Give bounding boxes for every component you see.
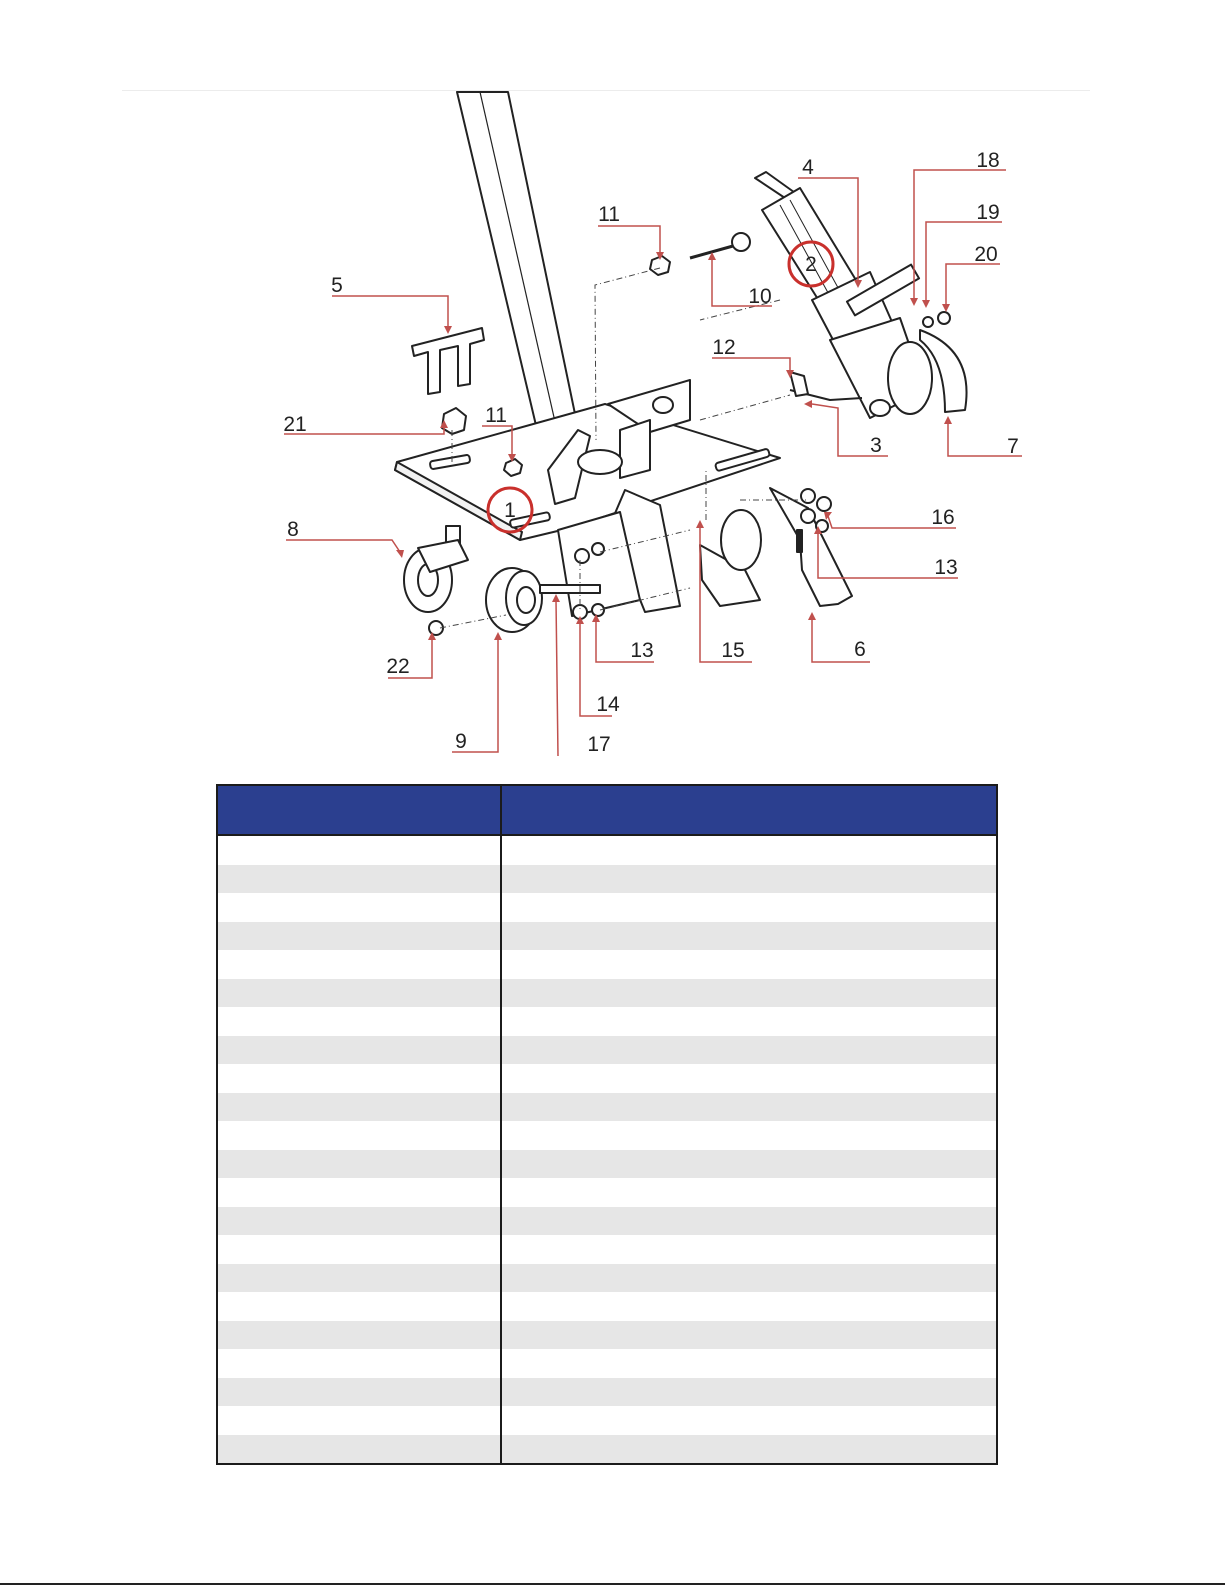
table-cell-part-number [217, 1406, 501, 1435]
circle-label-2: 2 [805, 253, 817, 276]
table-row [217, 1321, 997, 1350]
table-row [217, 1378, 997, 1407]
table-cell-description [501, 1349, 997, 1378]
table-cell-description [501, 1207, 997, 1236]
callout-17: 17 [587, 733, 611, 756]
callout-11-top: 11 [598, 203, 620, 226]
callout-8: 8 [287, 518, 299, 541]
table-cell-description [501, 1178, 997, 1207]
machine-drawing [395, 92, 967, 635]
table-cell-part-number [217, 950, 501, 979]
table-row [217, 979, 997, 1008]
table-cell-description [501, 893, 997, 922]
clip-5 [412, 328, 484, 394]
guide-rail [770, 488, 852, 606]
callout-5: 5 [331, 274, 343, 297]
table-row [217, 865, 997, 894]
callout-20: 20 [974, 243, 998, 266]
table-row [217, 1264, 997, 1293]
table-cell-description [501, 950, 997, 979]
table-cell-description [501, 835, 997, 865]
table-cell-description [501, 1064, 997, 1093]
exploded-parts-diagram [0, 0, 1225, 770]
callout-22: 22 [386, 655, 410, 678]
table-cell-part-number [217, 979, 501, 1008]
table-cell-part-number [217, 1235, 501, 1264]
table-cell-description [501, 1406, 997, 1435]
parts-table [216, 784, 998, 1465]
callout-13-front: 13 [630, 639, 654, 662]
callout-7: 7 [1007, 435, 1019, 458]
table-cell-part-number [217, 1036, 501, 1065]
column-header-description [501, 785, 997, 835]
knob-21 [442, 408, 466, 434]
table-cell-part-number [217, 1007, 501, 1036]
table-row [217, 1064, 997, 1093]
table-cell-description [501, 1292, 997, 1321]
callout-12: 12 [712, 336, 736, 359]
callout-15: 15 [721, 639, 745, 662]
table-cell-part-number [217, 835, 501, 865]
table-cell-part-number [217, 1264, 501, 1293]
table-row [217, 1207, 997, 1236]
table-cell-description [501, 1150, 997, 1179]
callout-13-right: 13 [934, 556, 958, 579]
table-cell-part-number [217, 1150, 501, 1179]
table-cell-part-number [217, 1349, 501, 1378]
table-row [217, 1036, 997, 1065]
callout-16: 16 [931, 506, 955, 529]
column-header-part-number [217, 785, 501, 835]
table-row [217, 1349, 997, 1378]
caster-wheel [404, 526, 468, 612]
table-row [217, 1178, 997, 1207]
table-cell-description [501, 1378, 997, 1407]
table-row [217, 1435, 997, 1465]
table-cell-description [501, 1235, 997, 1264]
table-cell-part-number [217, 1207, 501, 1236]
callout-19: 19 [976, 201, 1000, 224]
callout-10: 10 [748, 285, 772, 308]
table-cell-part-number [217, 1093, 501, 1122]
table-header-row [217, 785, 997, 835]
table-row [217, 1406, 997, 1435]
table-cell-part-number [217, 922, 501, 951]
table-cell-part-number [217, 1435, 501, 1465]
callout-18: 18 [976, 149, 1000, 172]
table-row [217, 1235, 997, 1264]
angle-grinder [755, 172, 967, 418]
callout-11-base: 11 [485, 404, 507, 427]
callout-4: 4 [802, 156, 814, 179]
table-cell-description [501, 1093, 997, 1122]
table-row [217, 1150, 997, 1179]
table-cell-part-number [217, 893, 501, 922]
table-cell-description [501, 865, 997, 894]
callout-9: 9 [455, 730, 467, 753]
table-cell-part-number [217, 865, 501, 894]
table-cell-description [501, 1007, 997, 1036]
table-cell-part-number [217, 1321, 501, 1350]
table-row [217, 922, 997, 951]
table-cell-part-number [217, 1292, 501, 1321]
parts-table-body [217, 835, 997, 1464]
table-row [217, 835, 997, 865]
callout-6: 6 [854, 638, 866, 661]
table-row [217, 893, 997, 922]
table-row [217, 1007, 997, 1036]
table-row [217, 1121, 997, 1150]
table-row [217, 1292, 997, 1321]
circle-label-1: 1 [504, 499, 516, 522]
callout-3: 3 [870, 434, 882, 457]
table-cell-part-number [217, 1121, 501, 1150]
callout-21: 21 [283, 413, 307, 436]
table-cell-part-number [217, 1178, 501, 1207]
table-cell-description [501, 979, 997, 1008]
table-row [217, 1093, 997, 1122]
table-cell-description [501, 1264, 997, 1293]
table-cell-description [501, 922, 997, 951]
table-cell-part-number [217, 1378, 501, 1407]
table-row [217, 950, 997, 979]
table-cell-description [501, 1435, 997, 1465]
table-cell-description [501, 1036, 997, 1065]
table-cell-description [501, 1321, 997, 1350]
table-cell-description [501, 1121, 997, 1150]
table-cell-part-number [217, 1064, 501, 1093]
callout-14: 14 [596, 693, 620, 716]
